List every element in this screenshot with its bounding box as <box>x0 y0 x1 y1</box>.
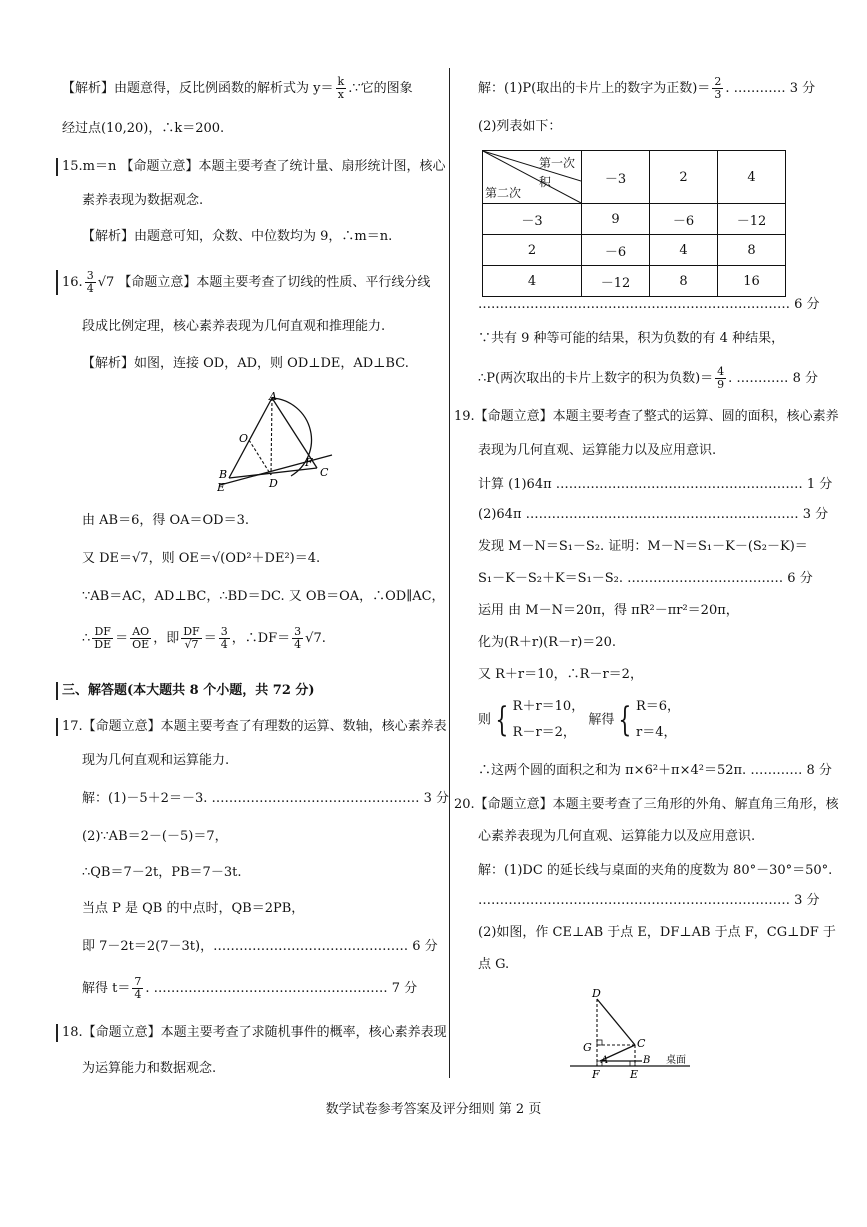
text-line: 由 AB＝6，得 OA＝OD＝3. <box>82 513 250 528</box>
q17-line: 17.【命题立意】本题主要考查了有理数的运算、数轴，核心素养表 <box>56 718 447 736</box>
header-product: 积 <box>538 175 551 189</box>
label-d: D <box>592 987 601 1000</box>
text-line: 即 7－2t＝2(7－3t)，……………………………………… 6 分 <box>82 939 438 954</box>
ratio-line: ∴ $\frac{DF}{DE}$ ＝ $\frac{AO}{OE}$ ，即 $\frac{DF}{√7}$ ＝ $\frac{3}{4}$ ，∴DF＝ $\frac{3}{4}$ √7. <box>82 625 326 651</box>
table-corner <box>483 151 582 204</box>
label-f: F <box>305 456 313 469</box>
header-second: 第二次 <box>485 186 522 200</box>
text-line: ∵AB＝AC，AD⊥BC，∴BD＝DC. 又 OB＝OA，∴OD∥AC， <box>82 589 445 604</box>
col-header: －3 <box>582 151 650 204</box>
text-line: 段成比例定理，核心素养表现为几何直观和推理能力. <box>82 319 386 334</box>
analysis-line <box>62 76 413 101</box>
page-footer: 数学试卷参考答案及评分细则 第 2 页 <box>325 1102 542 1117</box>
table-cell: 16 <box>718 266 786 297</box>
table-row <box>483 204 786 235</box>
label-desk: 桌面 <box>666 1055 686 1066</box>
text-line: ……………………………………………………………… 6 分 <box>478 297 820 312</box>
text-line: 解：(1)P(取出的卡片上的数字为正数)＝ $\frac{2}{3}$ . ………… 3 分 <box>478 75 816 101</box>
label-a: A <box>601 1055 609 1066</box>
table-cell: －6 <box>650 204 718 235</box>
text-line: S₁－K－S₂＋K＝S₁－S₂. ……………………………… 6 分 <box>478 571 813 586</box>
q18-line: 18.【命题立意】本题主要考查了求随机事件的概率，核心素养表现 <box>56 1024 447 1042</box>
text-line: 解得 t＝ $\frac{7}{4}$ . ……………………………………………… 7 分 <box>82 975 418 1001</box>
label-c: C <box>637 1037 646 1050</box>
label-g: G <box>583 1041 592 1054</box>
label-d: D <box>269 477 278 490</box>
text-line: ……………………………………………………………… 3 分 <box>478 893 820 908</box>
text-line: (2)64π ……………………………………………………… 3 分 <box>478 507 829 522</box>
row-header: 4 <box>483 266 582 297</box>
circle-triangle-figure <box>217 390 357 495</box>
label-b: B <box>219 468 228 481</box>
row-header: 2 <box>483 235 582 266</box>
text-line: 计算 (1)64π ………………………………………………… 1 分 <box>478 477 833 492</box>
label-c: C <box>320 466 329 479</box>
label-b: B <box>643 1055 651 1066</box>
text-line: 运用 由 M－N＝20π，得 πR²－πr²＝20π， <box>478 603 739 618</box>
table-cell: －12 <box>718 204 786 235</box>
text-line: (2)∵AB＝2－(－5)＝7， <box>82 829 228 844</box>
row-header: －3 <box>483 204 582 235</box>
text-line: 经过点(10,20)，∴k＝200. <box>62 121 225 136</box>
desk-lamp-figure <box>570 985 720 1080</box>
table-cell: 9 <box>582 204 650 235</box>
q16-line: 16. $\frac{3}{4}$ √7 【命题立意】本题主要考查了切线的性质、平行线分线 <box>56 270 430 295</box>
text-line: 发现 M－N＝S₁－S₂. 证明：M－N＝S₁－K－(S₂－K)＝ <box>478 539 808 554</box>
text-line: 解：(1)－5＋2＝－3. ………………………………………… 3 分 <box>82 791 450 806</box>
label-a: A <box>269 390 277 403</box>
text-line: 点 G. <box>478 957 510 972</box>
label-e: E <box>217 481 226 494</box>
table-cell: 4 <box>650 235 718 266</box>
text-line: 现为几何直观和运算能力. <box>82 753 230 768</box>
text-line: ∴P(两次取出的卡片上数字的积为负数)＝ $\frac{4}{9}$ . ………… 8 分 <box>478 365 818 391</box>
text-line: 【解析】如图，连接 OD，AD，则 OD⊥DE，AD⊥BC. <box>82 356 409 371</box>
text-line: 解：(1)DC 的延长线与桌面的夹角的度数为 80°－30°＝50°. <box>478 863 833 878</box>
q20-line: 20.【命题立意】本题主要考查了三角形的外角、解直角三角形，核 <box>454 797 839 812</box>
q19-line: 19.【命题立意】本题主要考查了整式的运算、圆的面积，核心素养 <box>454 409 839 424</box>
text-line: 为运算能力和数据观念. <box>82 1061 217 1076</box>
table-cell: 8 <box>718 235 786 266</box>
text-line: 【解析】由题意可知，众数、中位数均为 9，∴m＝n. <box>82 229 393 244</box>
text-line: (2)如图，作 CE⊥AB 于点 E，DF⊥AB 于点 F，CG⊥DF 于 <box>478 925 836 940</box>
text-line: ∵共有 9 种等可能的结果，积为负数的有 4 种结果， <box>478 331 785 346</box>
text-line: 又 DE＝√7，则 OE＝√(OD²＋DE²)＝4. <box>82 551 321 566</box>
table-cell: －12 <box>582 266 650 297</box>
text: 【解析】由题意得，反比例函数的解析式为 <box>62 81 310 96</box>
product-table <box>482 150 786 297</box>
section-heading: 三、解答题(本大题共 8 个小题，共 72 分) <box>56 682 315 700</box>
label-e: E <box>630 1068 639 1080</box>
q15-line: 15.m＝n 【命题立意】本题主要考查了统计量、扇形统计图，核心 <box>56 158 446 176</box>
table-cell: －6 <box>582 235 650 266</box>
col-header: 4 <box>718 151 786 204</box>
fraction: $\frac{k}{x}$ <box>337 75 345 101</box>
text-line: 表现为几何直观、运算能力以及应用意识. <box>478 443 717 458</box>
label-o: O <box>239 432 249 445</box>
col-header: 2 <box>650 151 718 204</box>
text-line: (2)列表如下： <box>478 119 562 134</box>
label-f: F <box>592 1068 600 1080</box>
text-line: 心素养表现为几何直观、运算能力以及应用意识. <box>478 829 756 844</box>
table-row <box>483 235 786 266</box>
header-first: 第一次 <box>538 156 575 170</box>
text: y＝ <box>313 81 334 96</box>
column-divider <box>449 68 450 1078</box>
text-line: 又 R＋r＝10，∴R－r＝2， <box>478 667 643 682</box>
text-line: 素养表现为数据观念. <box>82 193 204 208</box>
text-line: 当点 P 是 QB 的中点时，QB＝2PB， <box>82 901 305 916</box>
text-line: ∴QB＝7－2t，PB＝7－3t. <box>82 865 242 880</box>
table-row <box>483 266 786 297</box>
text-line: 化为(R＋r)(R－r)＝20. <box>478 635 616 650</box>
system-line: 则 { R＋r＝10， R－r＝2， 解得 { R＝6， r＝4， <box>478 699 681 740</box>
text-line: ∴这两个圆的面积之和为 π×6²＋π×4²＝52π. ………… 8 分 <box>478 763 832 778</box>
text: .∵它的图象 <box>348 81 413 96</box>
table-cell: 8 <box>650 266 718 297</box>
